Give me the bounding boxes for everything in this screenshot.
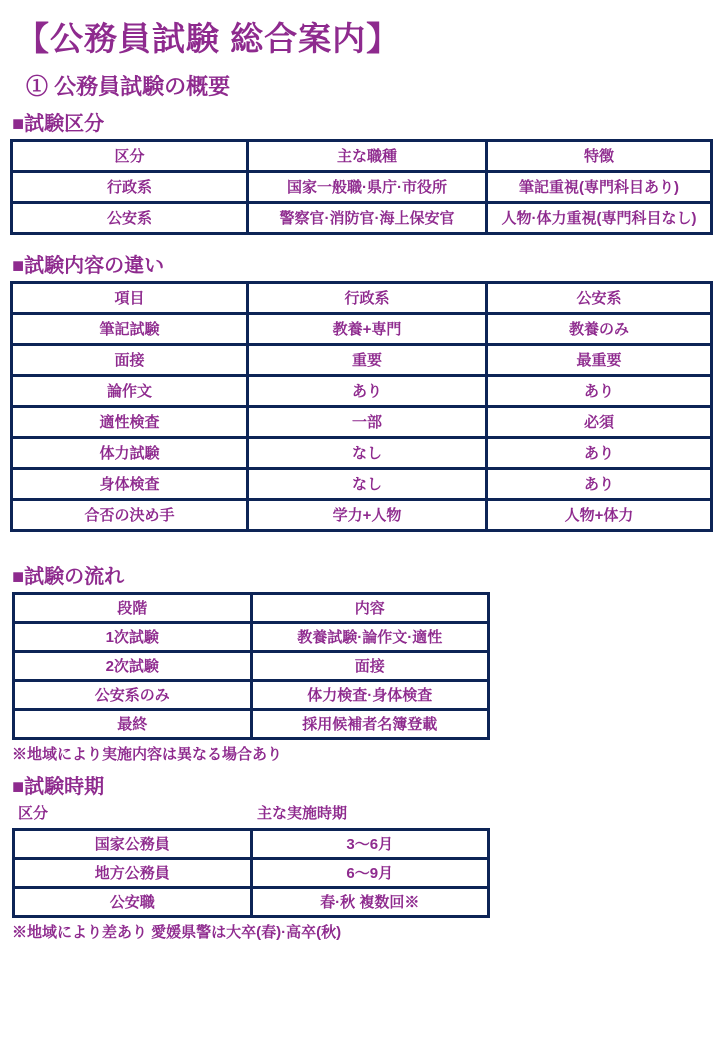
section-heading-exam-schedule: ■試験時期 [12,775,105,798]
header-cell: 公安系 [487,282,712,313]
cell: 重要 [248,344,487,375]
cell: 公安系 [12,202,248,233]
cell: 国家一般職·県庁·市役所 [248,171,487,202]
cell: 面接 [251,651,489,680]
header-cell: 行政系 [248,282,487,313]
exam-flow-table [12,592,490,740]
table-header-row [14,593,489,622]
cell: あり [487,437,712,468]
table-row [12,499,712,530]
cell: 人物·体力重視(専門科目なし) [487,202,712,233]
table-row [14,680,489,709]
cell: あり [248,375,487,406]
table-row [14,651,489,680]
cell: 春·秋 複数回※ [251,887,489,916]
header-cell: 特徴 [487,140,712,171]
table-row [12,468,712,499]
table-row [14,829,489,858]
table-row [14,858,489,887]
cell: 2次試験 [14,651,252,680]
table-row [12,202,712,233]
cell: 公安系のみ [14,680,252,709]
cell: 体力検査·身体検査 [251,680,489,709]
exam-content-table [10,281,713,532]
table-row [12,437,712,468]
cell: 3〜6月 [251,829,489,858]
cell: あり [487,468,712,499]
cell: 地方公務員 [14,858,252,887]
header-cell: 区分 [12,140,248,171]
cell: 人物+体力 [487,499,712,530]
header-cell: 項目 [12,282,248,313]
exam-schedule-table [12,828,490,918]
table-row [14,622,489,651]
cell: 教養のみ [487,313,712,344]
footnote-exam-flow: ※地域により実施内容は異なる場合あり [12,745,283,763]
table-row [12,313,712,344]
cell: 面接 [12,344,248,375]
schedule-column-labels [0,802,720,823]
cell: 公安職 [14,887,252,916]
table-header-row [12,140,712,171]
cell: 6〜9月 [251,858,489,887]
cell: 体力試験 [12,437,248,468]
cell: 必須 [487,406,712,437]
cell: 適性検査 [12,406,248,437]
table-row [12,406,712,437]
footnote-exam-schedule: ※地域により差あり 愛媛県警は大卒(春)·高卒(秋) [12,923,342,941]
page-subtitle: ① 公務員試験の概要 [26,73,231,99]
cell: なし [248,468,487,499]
cell: なし [248,437,487,468]
cell: 行政系 [12,171,248,202]
cell: 合否の決め手 [12,499,248,530]
cell: 筆記試験 [12,313,248,344]
cell: 採用候補者名簿登載 [251,709,489,738]
header-cell: 内容 [251,593,489,622]
table-row [12,375,712,406]
cell: 最終 [14,709,252,738]
section-heading-exam-flow: ■試験の流れ [12,565,125,588]
table-row [14,709,489,738]
schedule-column-label-category: 区分 [18,804,49,822]
cell: 教養試験·論作文·適性 [251,622,489,651]
cell: 国家公務員 [14,829,252,858]
table-row [12,171,712,202]
table-header-row [12,282,712,313]
cell: 論作文 [12,375,248,406]
cell: 一部 [248,406,487,437]
cell: あり [487,375,712,406]
section-heading-exam-categories: ■試験区分 [12,112,105,135]
table-row [12,344,712,375]
cell: 筆記重視(専門科目あり) [487,171,712,202]
exam-categories-table [10,139,713,235]
cell: 警察官·消防官·海上保安官 [248,202,487,233]
header-cell: 主な職種 [248,140,487,171]
cell: 1次試験 [14,622,252,651]
schedule-column-label-period: 主な実施時期 [257,804,348,822]
cell: 学力+人物 [248,499,487,530]
header-cell: 段階 [14,593,252,622]
page-title: 【公務員試験 総合案内】 [16,20,401,57]
table-row [14,887,489,916]
cell: 最重要 [487,344,712,375]
cell: 教養+専門 [248,313,487,344]
section-heading-exam-content-differences: ■試験内容の違い [12,254,165,277]
cell: 身体検査 [12,468,248,499]
